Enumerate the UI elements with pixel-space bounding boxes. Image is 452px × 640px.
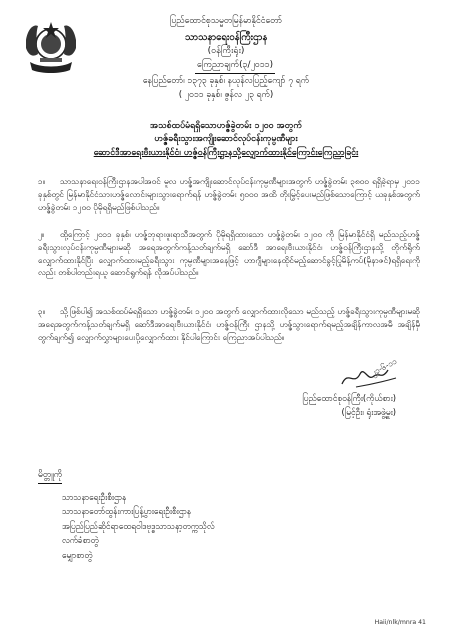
paragraph-text: သာသနာရေးဝန်ကြီးဌာနအပါအဝင် မူလ ဟဇ္ဇ်အကျိုးဆောင်လုပ်ငန်းကုမ္ပဏီများအတွက် ဟဇ္ဇ်ခွဲတမ်း ၃၈၀၀ ရရှိခဲ့ရာမှ ၂၀၁၁ ခုနှစ်တွင် မြန်မာနိုင်ငံသားဟဇ္ဇ်လောင်းများသွားရောက်ရန် ဟဇ္ဇ်ခွဲတမ်း ၅၀၀၀ အထိ တိုးမြှင့်ပေးမည်ဖြစ်သောကြောင့် ယခုနှစ်အတွက် ဟဇ္ဇ်ခွဲတမ်း ၁၂၀၀ ပိုမိုရရှိမည်ဖြစ်ပါသည်။: [38, 176, 420, 212]
signer-name: ပြည်ထောင်စုဝန်ကြီး(ကိုယ်စား): [302, 393, 396, 403]
office-name-heading: (ဝန်ကြီးရုံး): [207, 46, 245, 56]
paragraph-number: ၃။: [38, 306, 46, 316]
signer-title: (မြင့်ဦး၊ ရုံးအဖွဲ့မှူး): [341, 407, 396, 417]
announcement-number: ကြေညာချက်(၃/၂၀၁၁): [195, 59, 275, 74]
subject-line-2: ဟဇ္ဇ်ခရီးသွားအကျိုးဆောင်လုပ်ငန်းကုမ္ပဏီများ: [154, 134, 298, 144]
paragraph-2: [38, 228, 420, 279]
copy-to-item: သာသနာတော်ထွန်းကားပြန့်ပွားရေးဦးစီးဌာန: [62, 506, 192, 517]
paragraph-text: ထို့ကြောင့် ၂၀၁၁ ခုနှစ်၊ ဟဇ္ဇ်ဘုရားဖူးရာသီအတွက် ပိုမိုရရှိထားသော ဟဇ္ဇ်ခွဲတမ်း ၁၂၀၀ ကို မြန်မာနိုင်ငံရှိ မည်သည့်ဟဇ္ဇ်ခရီးသွားလုပ်ငန်းကုမ္ပဏီများမဆို အရေအတွက်ကန့်သတ်ချက်မရှိ ဆော်ဒီ အာရေးဗီးယားနိုင်ငံ၊ ဟဇ္ဇ်ဝန်ကြီးဌာနသို့ တိုက်ရိုက်လျှောက်ထားနိုင်ပြီး လျှောက်ထားမည့်ခရီးသွား ကုမ္ပဏီများအနေဖြင့် ဟာဂျီများနေထိုင်မည့်ဆောင်ခွင့်ပြုမိန့်ကပ်(မိုနာဇင်)ရရှိရေးကိုလည်း တစ်ပါတည်းရယူ ဆောင်ရွက်ရန် လိုအပ်ပါသည်။: [38, 229, 420, 278]
gregorian-date-line: ( ၂၀၁၁ ခုနှစ်၊ ဇွန်လ ၂၃ ရက်): [178, 90, 274, 100]
paragraph-1: [38, 175, 420, 213]
paragraph-number: ၂။: [38, 229, 45, 239]
copy-to-item: သာသနာရေးဦးစီးဌာန: [62, 492, 127, 502]
copy-to-item: လက်ခံစာတွဲ: [62, 535, 99, 546]
copy-to-list: [62, 492, 215, 564]
ministry-name-heading: သာသနာရေးဝန်ကြီးဌာန: [184, 32, 268, 43]
copy-to-item: အပြည်ပြည်ဆိုင်ရာထေရဝါဒဗုဒ္ဓသာသနာ့တက္ကသိုလ်: [62, 520, 215, 531]
place-date-line: နေပြည်တော်၊ ၁၃၇၃ ခုနှစ်၊ နယုန်လပြည့်ကျော် ၇ ရက်: [142, 76, 310, 86]
copy-to-item: မျှောစာတွဲ: [62, 549, 93, 560]
subject-line-3: ဆောင်ဒီအာရေးဗီးယားနိုင်ငံ၊ ဟဇ္ဇ်ဝန်ကြီးဌာနသို့လျှောက်ထားနိုင်ကြောင်းကြေညာခြင်း: [93, 148, 359, 158]
paragraph-number: ၁။: [38, 176, 46, 186]
country-name-heading: ပြည်ထောင်စုသမ္မတမြန်မာနိုင်ငံတော်: [169, 16, 283, 26]
footer-reference: Haii/nlk/mnra 41: [374, 619, 426, 626]
paragraph-text: သို့ဖြစ်ပါ၍ အသစ်ထပ်မံရရှိသော ဟဇ္ဇ်ခွဲတမ်း ၁၂၀၀ အတွက် လျှောက်ထားလိုသော မည်သည့် ဟဇ္ဇ်ခရီးသွားကုမ္ပဏီများမဆို အရေအတွက်ကန့်သတ်ချက်မရှိ ဆော်ဒီအာရေးဗီးယားနိုင်ငံ၊ ဟဇ္ဇ်ဝန်ကြီး ဌာနသို့ ဟဇ္ဇ်သွားရောက်ရမည့်အချိန်ကာလအမီ အချိန်မှီတွက်ချက်၍ လျှောက်လွှာများပေးပို့လျှောက်ထား နိုင်ပါကြောင်း ကြေညာအပ်ပါသည်။: [38, 306, 420, 342]
copy-to-label: မိတ္တူကို: [38, 470, 62, 484]
subject-line-1: အသစ်ထပ်မံရရှိသောဟဇ္ဇ်ခွဲတမ်း ၁၂၀၀ အတွက်: [150, 121, 302, 131]
handwritten-date: ၂၃-၆-၁၁: [369, 356, 399, 378]
paragraph-3: [38, 305, 420, 343]
